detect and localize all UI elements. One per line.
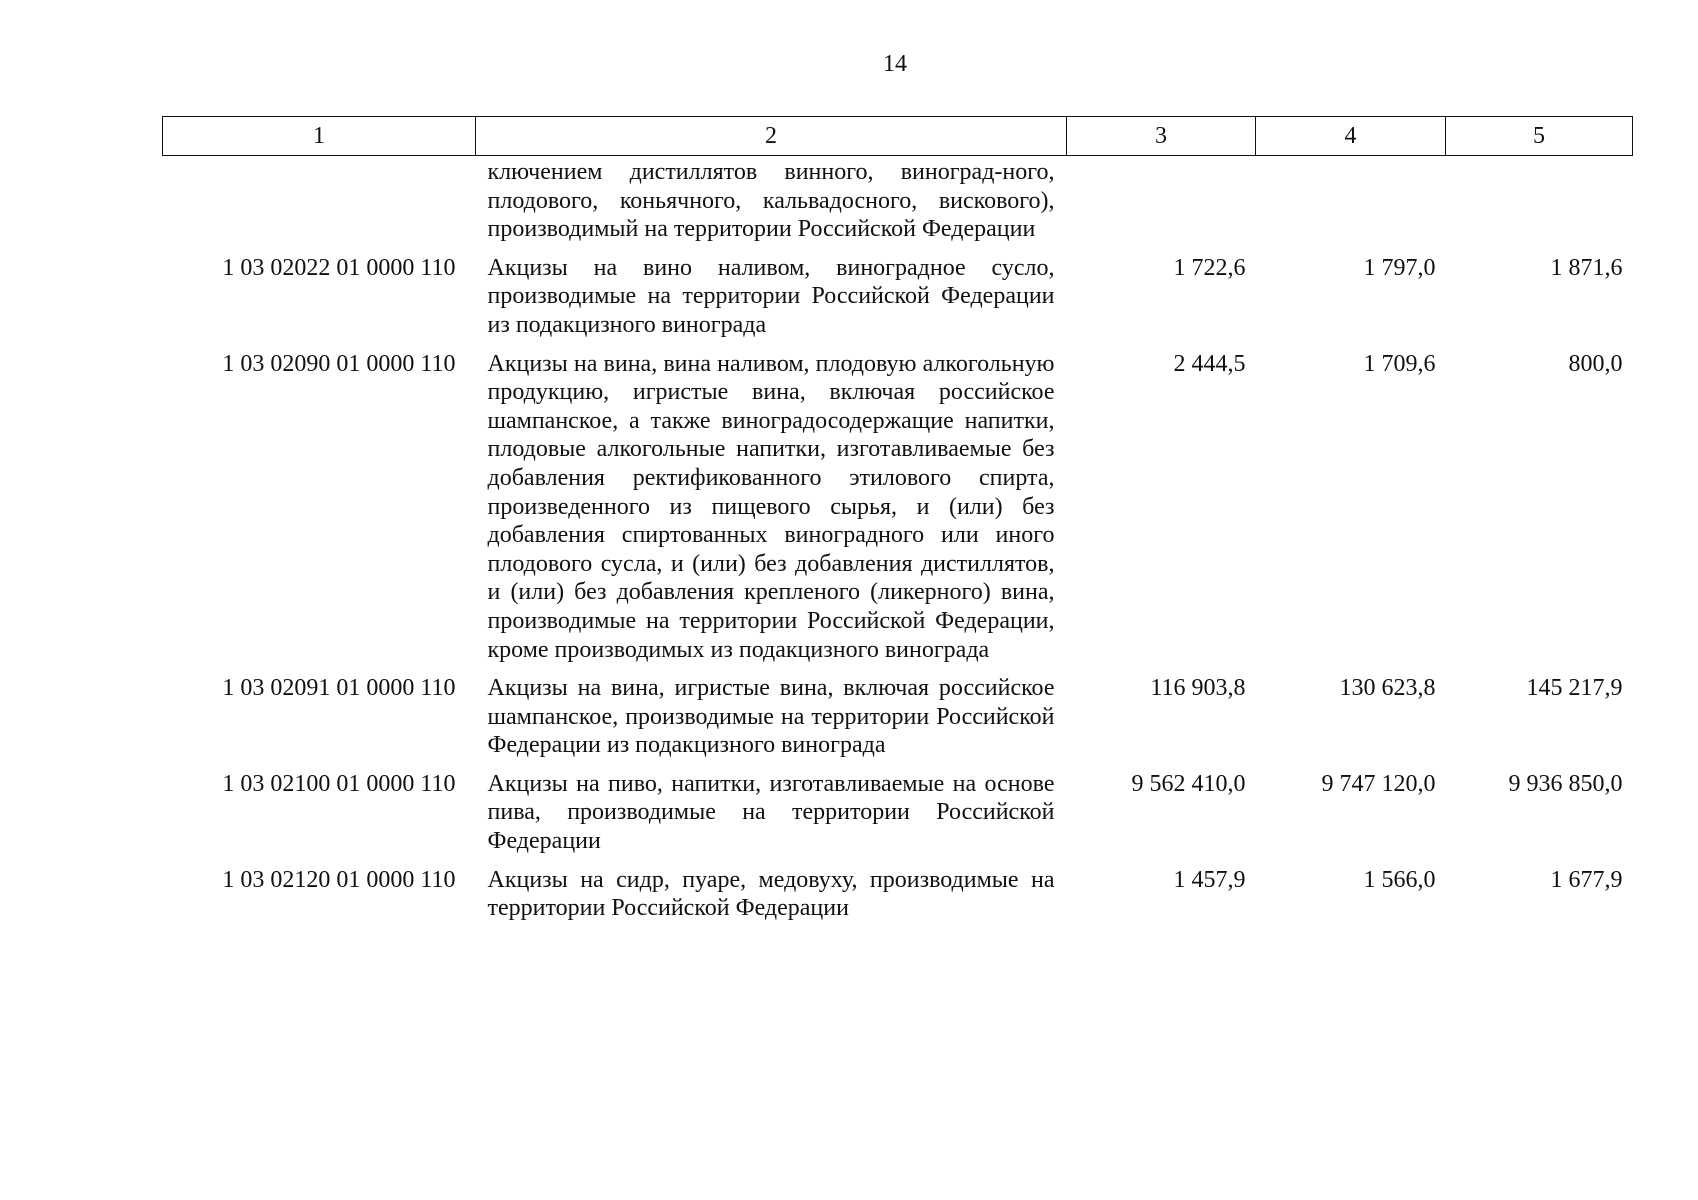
table-row [163, 350, 1633, 675]
value-col4-cell: 130 623,8 [1339, 675, 1436, 702]
value-col4-cell: 1 709,6 [1363, 350, 1436, 377]
value-col5-cell: 1 677,9 [1550, 866, 1623, 893]
value-col3-cell: 2 444,5 [1173, 350, 1246, 377]
table-row [163, 770, 1633, 866]
table-row [163, 866, 1633, 933]
description-cell: ключением дистиллятов винного, виноград-ного, плодового, коньячного, кальвадосного, вискового), производимый на территории Российской Федерации [487, 159, 1055, 243]
value-col5-cell: 9 936 850,0 [1508, 770, 1623, 797]
table-row [163, 156, 1633, 254]
table-row [163, 674, 1633, 770]
value-col5-cell [1446, 156, 1633, 254]
column-header-5: 5 [1446, 117, 1633, 156]
description-cell: Акцизы на вино наливом, виноградное сусло, производимые на территории Российской Федерации из подакцизного винограда [487, 254, 1055, 338]
value-col3-cell: 9 562 410,0 [1131, 770, 1246, 797]
table-row [163, 254, 1633, 350]
description-cell: Акцизы на сидр, пуаре, медовуху, производимые на территории Российской Федерации [487, 866, 1055, 922]
value-col3-cell: 116 903,8 [1150, 675, 1246, 702]
page-number: 14 [883, 51, 907, 77]
budget-code-cell: 1 03 02090 01 0000 110 [222, 350, 456, 377]
budget-code-cell: 1 03 02022 01 0000 110 [222, 254, 456, 281]
column-header-1: 1 [163, 117, 476, 156]
description-cell: Акцизы на вина, игристые вина, включая российское шампанское, производимые на территории Российской Федерации из подакцизного винограда [487, 675, 1055, 759]
header-row [163, 117, 1633, 156]
column-header-2: 2 [476, 117, 1067, 156]
description-cell: Акцизы на пиво, напитки, изготавливаемые на основе пива, производимые на территории Российской Федерации [487, 770, 1055, 855]
value-col5-cell: 1 871,6 [1550, 254, 1623, 281]
table-body [163, 156, 1633, 933]
value-col5-cell: 800,0 [1568, 350, 1623, 377]
budget-code-cell: 1 03 02091 01 0000 110 [222, 675, 456, 702]
table-header [163, 117, 1633, 156]
value-col4-cell: 1 797,0 [1363, 254, 1436, 281]
column-header-4: 4 [1256, 117, 1446, 156]
value-col3-cell: 1 722,6 [1173, 254, 1246, 281]
value-col4-cell: 1 566,0 [1363, 866, 1436, 893]
budget-revenue-table [162, 116, 1633, 933]
value-col3-cell: 1 457,9 [1173, 866, 1246, 893]
budget-code-cell: 1 03 02120 01 0000 110 [222, 866, 456, 893]
budget-code-cell [163, 156, 476, 254]
column-header-3: 3 [1067, 117, 1256, 156]
value-col5-cell: 145 217,9 [1526, 675, 1623, 702]
value-col3-cell [1067, 156, 1256, 254]
value-col4-cell: 9 747 120,0 [1321, 770, 1436, 797]
budget-code-cell: 1 03 02100 01 0000 110 [222, 770, 456, 797]
description-cell: Акцизы на вина, вина наливом, плодовую алкогольную продукцию, игристые вина, включая российское шампанское, а также виноградосодержащие напитки, плодовые алкогольные напитки, изготавливаемые без добавления ректификованного этилового спирта, произведенного из пищевого сырья, и (или) без добавления спиртованных виноградного или иного плодового сусла, и (или) без добавления дистиллятов, и (или) без добавления крепленого (ликерного) вина, производимые на территории Российской Федерации, кроме производимых из подакцизного винограда [487, 350, 1055, 663]
value-col4-cell [1256, 156, 1446, 254]
